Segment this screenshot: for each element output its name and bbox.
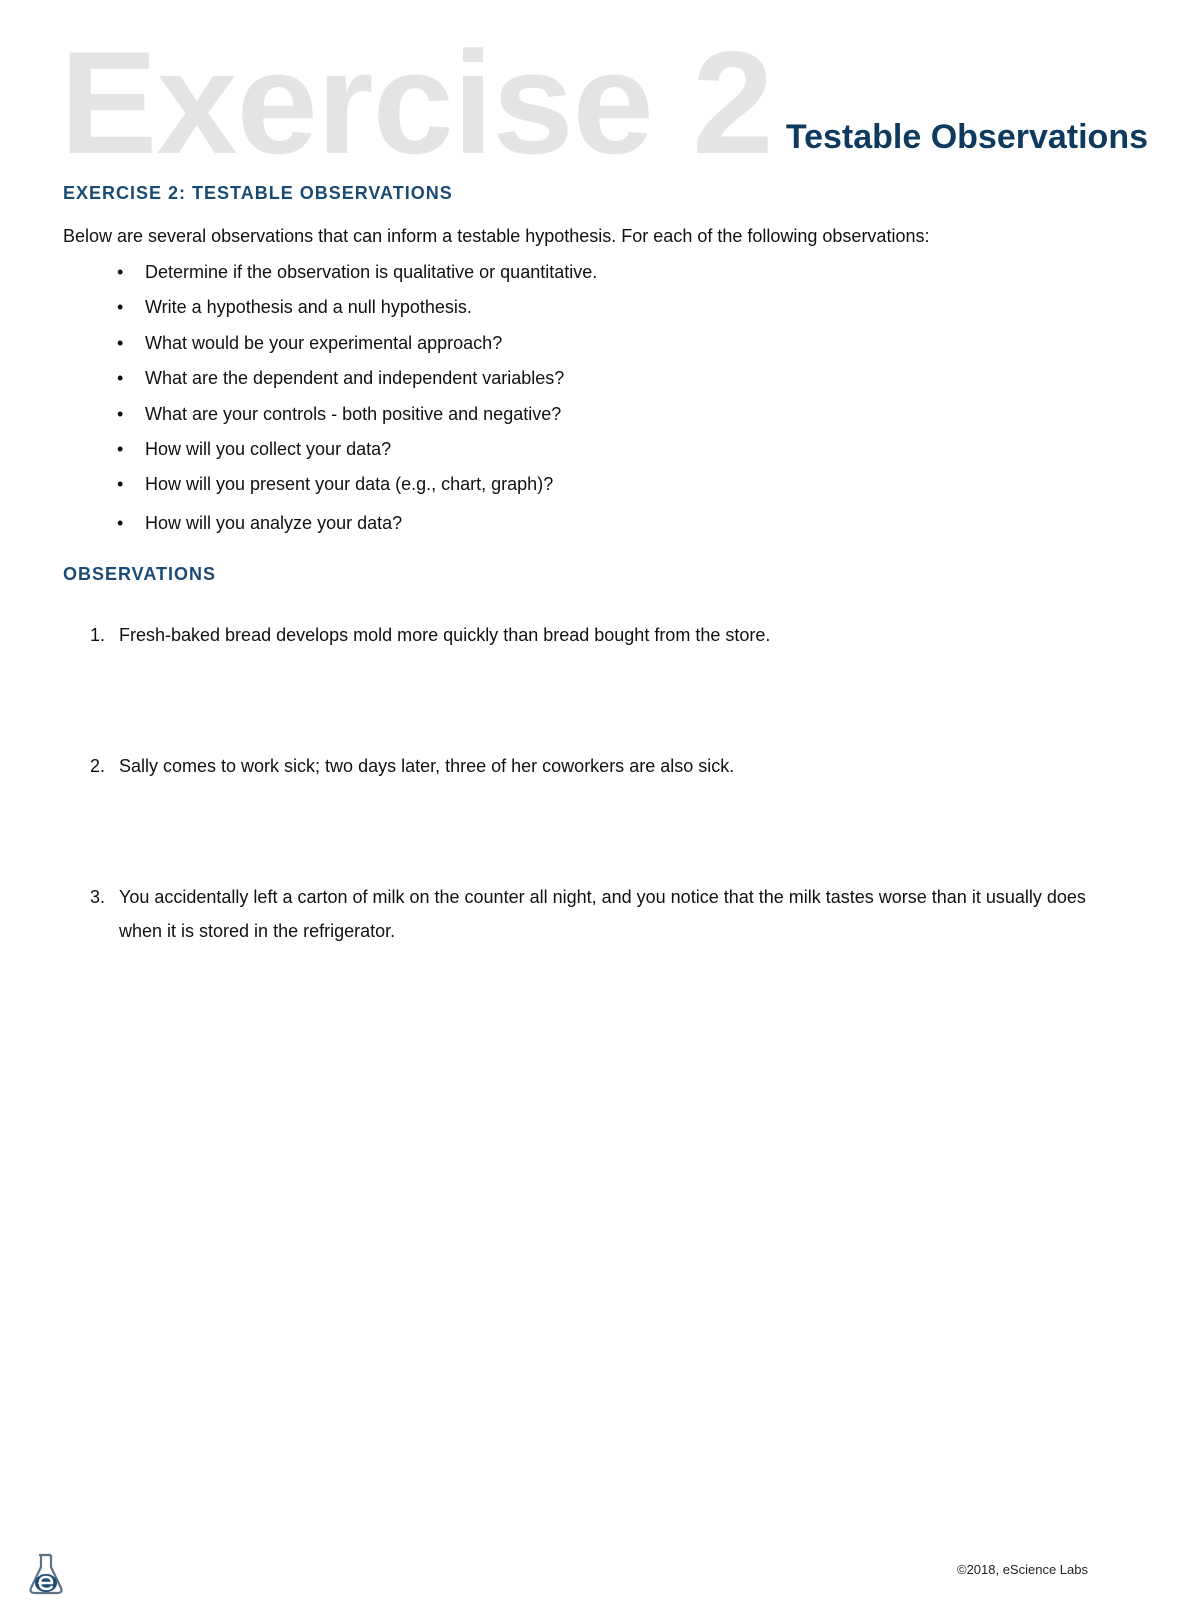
list-item	[117, 262, 597, 283]
observation-item	[90, 880, 1110, 948]
observation-text: You accidentally left a carton of milk on the counter all night, and you notice that the milk tastes worse than it usually does when it is stored in the refrigerator.	[119, 887, 1086, 941]
list-item-text: How will you collect your data?	[145, 439, 392, 459]
observation-text: Sally comes to work sick; two days later, three of her coworkers are also sick.	[119, 756, 735, 776]
exercise-watermark: Exercise 2	[60, 21, 773, 184]
section-heading-observations: OBSERVATIONS	[63, 564, 217, 584]
list-item-text: What are the dependent and independent variables?	[145, 368, 565, 388]
observation-number: 1.	[90, 625, 106, 645]
list-item	[117, 439, 391, 460]
list-item-text: Write a hypothesis and a null hypothesis.	[145, 297, 472, 317]
bullet-marker: •	[117, 262, 124, 282]
bullet-marker: •	[117, 333, 124, 353]
bullet-marker: •	[117, 474, 124, 494]
intro-paragraph: Below are several observations that can inform a testable hypothesis. For each of the following observations:	[63, 226, 930, 246]
bullet-marker: •	[117, 404, 124, 424]
list-item-text: How will you present your data (e.g., chart, graph)?	[145, 474, 554, 494]
list-item	[117, 333, 502, 354]
list-item-text: How will you analyze your data?	[145, 513, 403, 533]
observation-text: Fresh-baked bread develops mold more quickly than bread bought from the store.	[119, 625, 771, 645]
observation-number: 3.	[90, 887, 106, 907]
observation-item	[90, 749, 1110, 783]
bullet-marker: •	[117, 513, 124, 533]
list-item	[117, 368, 564, 389]
list-item	[117, 474, 553, 495]
page-title: Testable Observations	[785, 118, 1148, 156]
list-item-text: What would be your experimental approach?	[145, 333, 503, 353]
bullet-marker: •	[117, 439, 124, 459]
list-item	[117, 297, 472, 318]
list-item	[117, 404, 561, 425]
copyright-text: ©2018, eScience Labs	[956, 1562, 1088, 1577]
bullet-marker: •	[117, 368, 124, 388]
observation-item	[90, 618, 1110, 652]
bullet-marker: •	[117, 297, 124, 317]
list-item-text: What are your controls - both positive and negative?	[145, 404, 562, 424]
list-item	[117, 513, 402, 534]
list-item-text: Determine if the observation is qualitative or quantitative.	[145, 262, 598, 282]
flask-e-logo-icon	[26, 1552, 66, 1596]
observation-number: 2.	[90, 756, 106, 776]
section-heading-exercise: EXERCISE 2: TESTABLE OBSERVATIONS	[63, 183, 453, 203]
